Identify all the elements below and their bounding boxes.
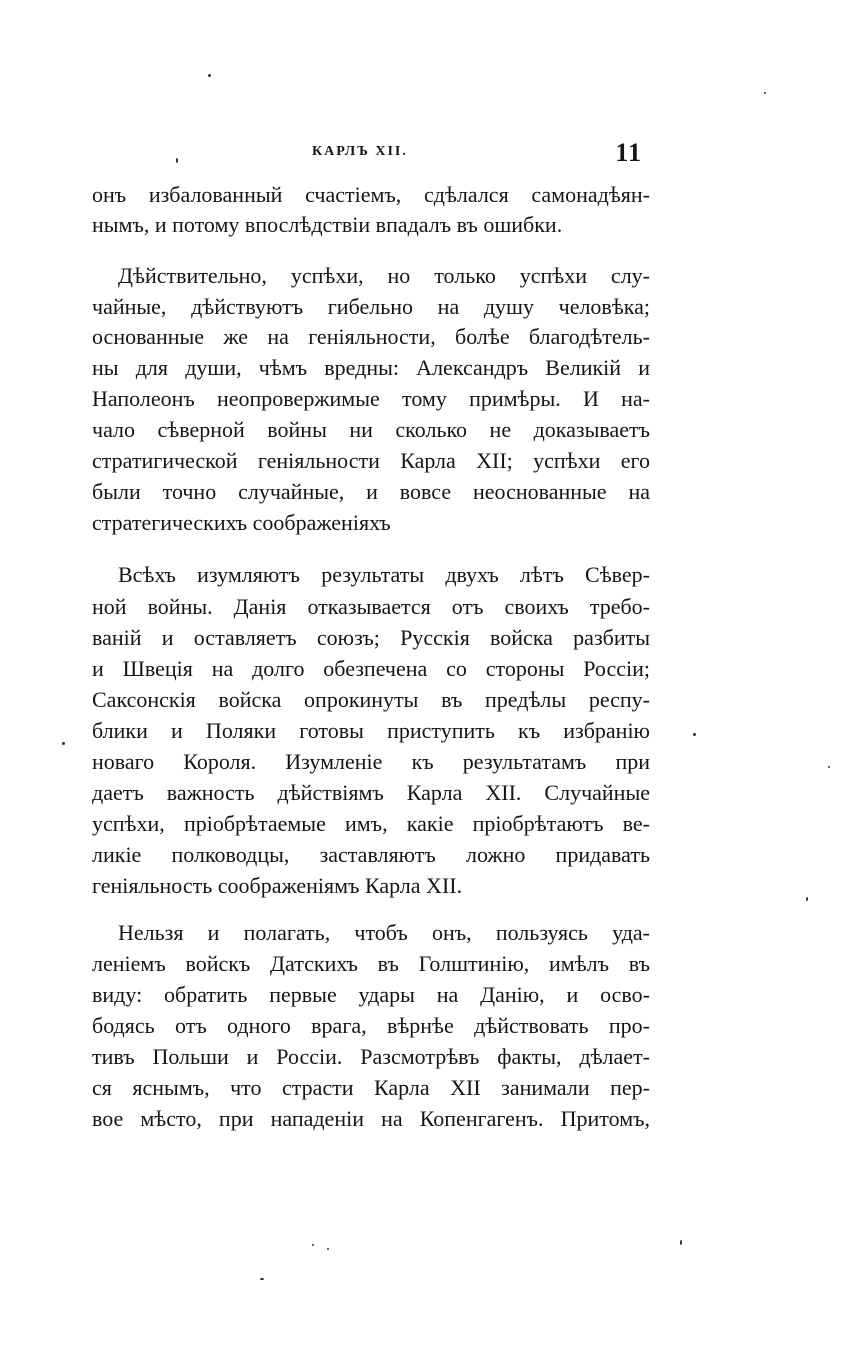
text-line: Всѣхъ изумляютъ результаты двухъ лѣтъ Сѣвер- xyxy=(118,562,650,587)
text-line: стратигической геніяльности Карла XII; успѣхи его xyxy=(92,448,650,473)
scan-speck xyxy=(208,74,211,77)
text-line: успѣхи, пріобрѣтаемые имъ, какіе пріобрѣтаютъ ве- xyxy=(92,811,650,836)
scan-speck xyxy=(327,1248,329,1250)
page-number: 11 xyxy=(615,138,642,167)
scan-speck xyxy=(693,733,696,736)
text-line: блики и Поляки готовы приступить къ избранію xyxy=(92,718,650,743)
text-line: Наполеонъ неопровержимые тому примѣры. И на- xyxy=(92,386,650,411)
text-line: новаго Короля. Изумленіе къ результатамъ при xyxy=(92,749,650,774)
text-line: Нельзя и полагать, чтобъ онъ, пользуясь уда- xyxy=(118,920,650,945)
text-line: онъ избалованный счастіемъ, сдѣлался самонадѣян- xyxy=(92,182,650,207)
text-line: леніемъ войскъ Датскихъ въ Голштинію, имѣлъ въ xyxy=(92,951,650,976)
text-line: и Швеція на долго обезпечена со стороны Россіи; xyxy=(92,656,650,681)
text-line: ны для души, чѣмъ вредны: Александръ Великій и xyxy=(92,355,650,380)
scan-speck xyxy=(828,766,830,768)
text-line: ваній и оставляетъ союзъ; Русскія войска разбиты xyxy=(92,625,650,650)
text-line: бодясь отъ одного врага, вѣрнѣе дѣйствовать про- xyxy=(92,1013,650,1038)
scan-speck xyxy=(176,158,178,163)
text-line: Дѣйствительно, успѣхи, но только успѣхи слу- xyxy=(118,263,650,288)
running-title: КАРЛЪ XII. xyxy=(312,144,408,159)
scan-speck xyxy=(806,897,808,901)
text-line: вое мѣсто, при нападеніи на Копенгагенъ. Притомъ, xyxy=(92,1106,650,1131)
scan-speck xyxy=(62,742,65,745)
scan-speck xyxy=(680,1240,682,1245)
text-line: даетъ важность дѣйствіямъ Карла XII. Случайные xyxy=(92,780,650,805)
text-line: ликіе полководцы, заставляютъ ложно придавать xyxy=(92,842,650,867)
text-line: виду: обратить первые удары на Данію, и осво- xyxy=(92,982,650,1007)
text-line: Саксонскія войска опрокинуты въ предѣлы респу- xyxy=(92,687,650,712)
text-line: геніяльность соображеніямъ Карла XII. xyxy=(92,873,463,898)
text-line: чало сѣверной войны ни сколько не доказываетъ xyxy=(92,417,650,442)
text-line: чайные, дѣйствуютъ гибельно на душу человѣка; xyxy=(92,294,650,319)
text-line: основанные же на геніяльности, болѣе благодѣтель- xyxy=(92,324,650,349)
scan-speck xyxy=(260,1278,264,1280)
text-line: стратегическихъ соображеніяхъ xyxy=(92,510,391,535)
text-line: тивъ Польши и Россіи. Разсмотрѣвъ факты, дѣлает- xyxy=(92,1044,650,1069)
text-line: нымъ, и потому впослѣдствіи впадалъ въ ошибки. xyxy=(92,212,563,237)
page-header xyxy=(92,138,650,168)
text-line: ной войны. Данія отказывается отъ своихъ требо- xyxy=(92,594,650,619)
scan-speck xyxy=(312,1244,314,1246)
scan-speck xyxy=(764,92,766,94)
text-line: были точно случайные, и вовсе неоснованные на xyxy=(92,479,650,504)
text-line: ся яснымъ, что страсти Карла XII занимали пер- xyxy=(92,1075,650,1100)
